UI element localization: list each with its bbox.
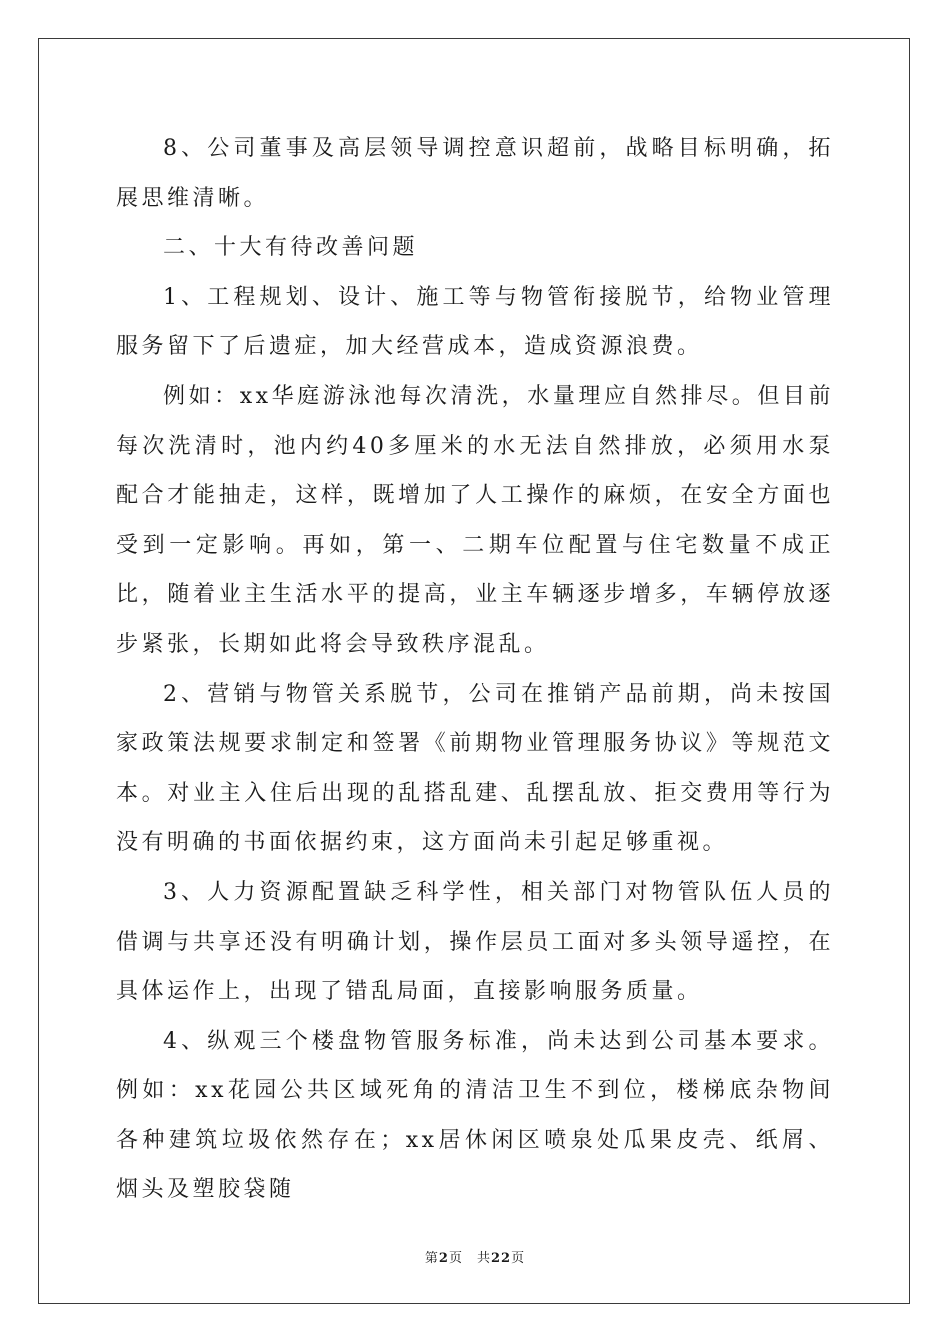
footer-prefix: 第 bbox=[424, 1251, 439, 1266]
paragraph-issue-1: 1、工程规划、设计、施工等与物管衔接脱节，给物业管理服务留下了后遗症，加大经营成本，造成资源浪费。 bbox=[116, 284, 834, 360]
footer-total-suffix: 页 bbox=[511, 1251, 526, 1266]
paragraph-example-1: 例如：xx华庭游泳池每次清洗，水量理应自然排尽。但目前每次洗清时，池内约40多厘米的水无法自然排放，必须用水泵配合才能抽走，这样，既增加了人工操作的麻烦，在安全方面也受到一定影响。再如，第一、二期车位配置与住宅数量不成正比，随着业主生活水平的提高，业主车辆逐步增多，车辆停放逐步紧张，长期如此将会导致秩序混乱。 bbox=[116, 383, 834, 657]
footer-total-pages: 22 bbox=[490, 1251, 512, 1266]
paragraph-issue-2: 2、营销与物管关系脱节，公司在推销产品前期，尚未按国家政策法规要求制定和签署《前期物业管理服务协议》等规范文本。对业主入住后出现的乱搭乱建、乱摆乱放、拒交费用等行为没有明确的书面依据约束，这方面尚未引起足够重视。 bbox=[116, 681, 834, 856]
footer-page-suffix: 页 bbox=[448, 1251, 463, 1266]
paragraph-item-8: 8、公司董事及高层领导调控意识超前，战略目标明确，拓展思维清晰。 bbox=[116, 136, 834, 211]
section-heading-ten-issues: 二、十大有待改善问题 bbox=[163, 235, 419, 261]
document-body bbox=[116, 124, 834, 1215]
footer-page-number: 2 bbox=[438, 1251, 449, 1266]
paragraph-issue-4: 4、纵观三个楼盘物管服务标准，尚未达到公司基本要求。例如：xx花园公共区域死角的清洁卫生不到位，楼梯底杂物间各种建筑垃圾依然存在；xx居休闲区喷泉处瓜果皮壳、纸屑、烟头及塑胶袋随 bbox=[116, 1028, 834, 1203]
footer-total-prefix: 共 bbox=[476, 1251, 491, 1266]
paragraph-issue-3: 3、人力资源配置缺乏科学性，相关部门对物管队伍人员的借调与共享还没有明确计划，操作层员工面对多头领导遥控，在具体运作上，出现了错乱局面，直接影响服务质量。 bbox=[116, 879, 834, 1005]
page-footer bbox=[0, 1247, 950, 1266]
